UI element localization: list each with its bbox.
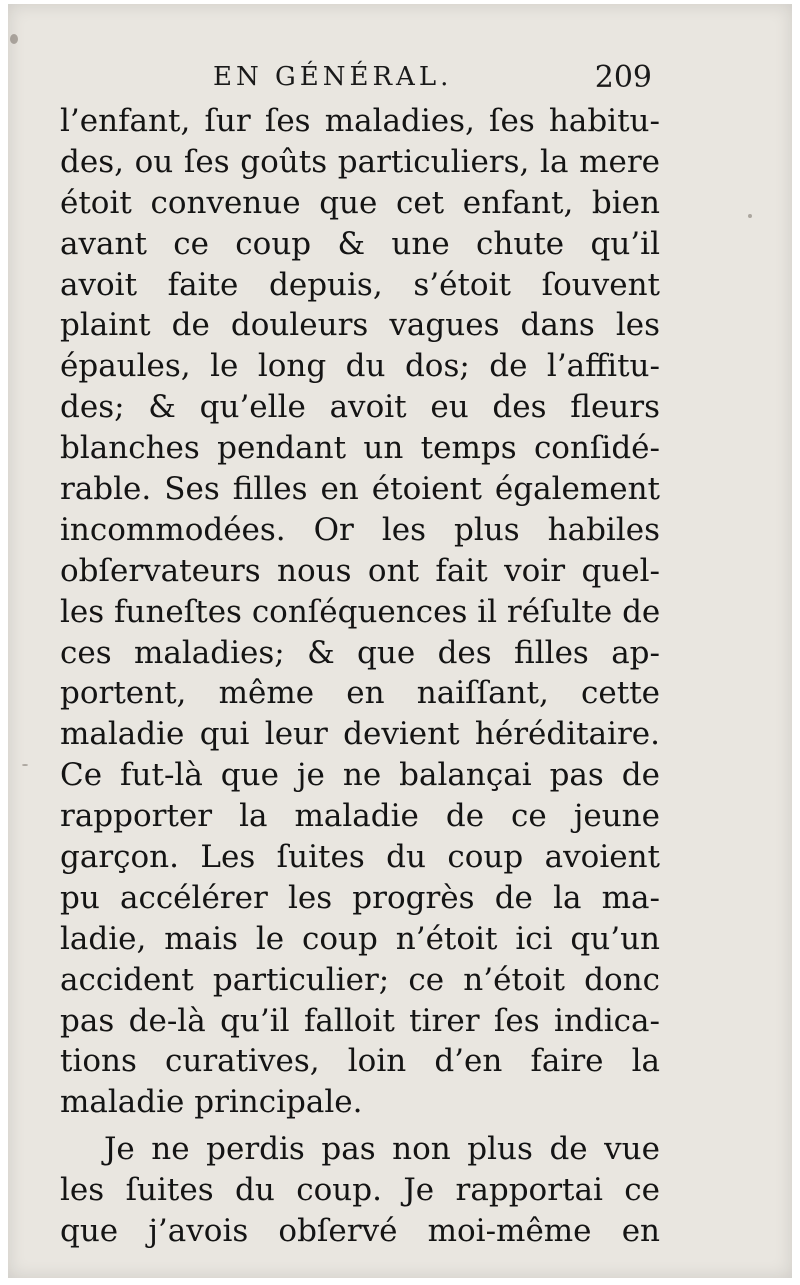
text-line: incommodées. Or les plus habiles <box>60 511 660 548</box>
text-line: pu accélérer les progrès de la ma- <box>60 879 660 916</box>
text-line: rapporter la maladie de ce jeune <box>60 798 660 835</box>
text-line: Ce fut-là que je ne balançai pas de <box>60 757 660 794</box>
text-line: épaules, le long du dos; de l’affitu- <box>60 348 660 385</box>
text-line: obſervateurs nous ont fait voir quel- <box>60 552 660 589</box>
page-header <box>8 56 792 106</box>
text-line: garçon. Les ſuites du coup avoient <box>60 839 660 876</box>
text-line: plaint de douleurs vagues dans les <box>60 307 660 344</box>
text-line: Je ne perdis pas non plus de vue <box>104 1131 660 1168</box>
text-line: maladie principale. <box>60 1084 363 1121</box>
text-line: ladie, mais le coup n’étoit ici qu’un <box>60 920 660 957</box>
ink-speck <box>10 34 18 44</box>
text-line: que j’avois obſervé moi-même en <box>60 1213 660 1250</box>
text-line: maladie qui leur devient héréditaire. <box>60 716 660 753</box>
text-line: des; & qu’elle avoit eu des fleurs <box>60 389 660 426</box>
running-head: EN GÉNÉRAL. <box>213 62 453 92</box>
text-line: des, ou ſes goûts particuliers, la mere <box>60 143 660 180</box>
ink-speck <box>22 764 28 766</box>
body-text <box>60 101 660 1252</box>
text-line: tions curatives, loin d’en faire la <box>60 1043 660 1080</box>
ink-speck <box>748 214 752 218</box>
text-line: blanches pendant un temps conſidé- <box>60 430 660 467</box>
text-line: l’enfant, ſur ſes maladies, ſes habitu- <box>60 103 660 139</box>
text-line: portent, même en naiſſant, cette <box>60 675 660 712</box>
text-line: les funeſtes conſéquences il réſulte de <box>60 593 661 630</box>
text-line: rable. Ses filles en étoient également <box>60 471 660 508</box>
text-line: avoit faite depuis, s’étoit ſouvent <box>60 266 660 303</box>
text-line: accident particulier; ce n’étoit donc <box>60 961 660 998</box>
page-number: 209 <box>594 60 652 95</box>
paragraph <box>60 1129 660 1252</box>
text-line: pas de-là qu’il falloit tirer ſes indica- <box>60 1002 660 1039</box>
text-line: les ſuites du coup. Je rapportai ce <box>60 1172 660 1209</box>
text-line: étoit convenue que cet enfant, bien <box>60 184 660 221</box>
text-line: avant ce coup & une chute qu’il <box>60 225 660 262</box>
book-page <box>8 4 792 1278</box>
text-line: ces maladies; & que des filles ap- <box>60 634 660 671</box>
paragraph <box>60 101 660 1123</box>
